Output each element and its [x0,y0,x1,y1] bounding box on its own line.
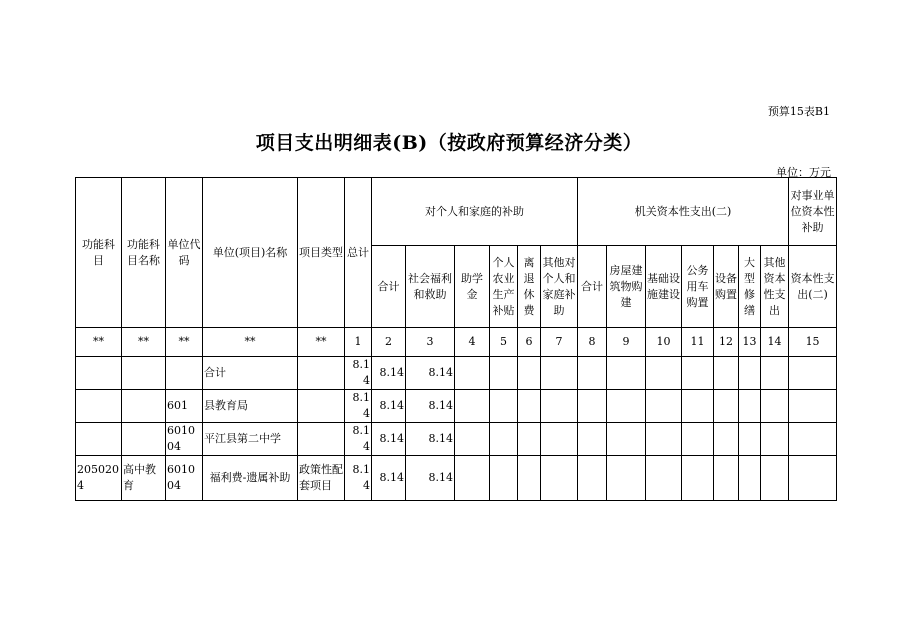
header-func-name: 功能科目名称 [122,178,166,328]
personal-total-cell: 8.14 [372,357,406,390]
number-cell: 11 [682,328,714,357]
number-cell: 1 [345,328,372,357]
page-title: 项目支出明细表(B)（按政府预算经济分类） [255,132,643,154]
number-cell: 12 [714,328,739,357]
total-cell: 8.14 [345,357,372,390]
number-cell: 13 [739,328,761,357]
header-unit-code: 单位代码 [166,178,203,328]
header-project-type: 项目类型 [298,178,345,328]
table-row [76,390,837,423]
number-cell: ** [166,328,203,357]
header-sub: 社会福利和救助 [406,246,455,328]
total-cell: 8.14 [345,423,372,456]
table-row [76,357,837,390]
personal-total-cell: 8.14 [372,390,406,423]
header-unit-name: 单位(项目)名称 [203,178,298,328]
unit-name-cell: 合计 [203,357,298,390]
total-cell: 8.14 [345,390,372,423]
number-cell: 3 [406,328,455,357]
unit-name-cell: 平江县第二中学 [203,423,298,456]
table-code: 预算15表B1 [767,105,830,118]
number-cell: 8 [578,328,607,357]
func-name-cell [122,423,166,456]
unit-code-cell: 601004 [166,423,203,456]
total-cell: 8.14 [345,456,372,501]
func-code-cell [76,357,122,390]
number-cell: 15 [789,328,837,357]
number-cell: 5 [490,328,518,357]
project-type-cell: 政策性配套项目 [298,456,345,501]
unit-code-cell: 601004 [166,456,203,501]
number-cell: 14 [761,328,789,357]
header-sub: 合计 [578,246,607,328]
table-row [76,456,837,501]
number-cell: 2 [372,328,406,357]
number-cell: ** [76,328,122,357]
number-cell: ** [122,328,166,357]
table-row [76,423,837,456]
project-type-cell [298,357,345,390]
welfare-cell: 8.14 [406,390,455,423]
header-group-capital: 机关资本性支出(二) [578,178,789,246]
header-sub: 大型修缮 [739,246,761,328]
personal-total-cell: 8.14 [372,456,406,501]
welfare-cell: 8.14 [406,423,455,456]
number-cell: 10 [646,328,682,357]
number-cell: 9 [607,328,646,357]
number-cell: 4 [455,328,490,357]
unit-name-cell: 福利费-遗属补助 [203,456,298,501]
func-name-cell: 高中教育 [122,456,166,501]
unit-code-cell: 601 [166,390,203,423]
header-sub: 其他对个人和家庭补助 [541,246,578,328]
func-name-cell [122,390,166,423]
header-group-personal: 对个人和家庭的补助 [372,178,578,246]
number-cell: 7 [541,328,578,357]
project-type-cell [298,390,345,423]
number-cell: ** [298,328,345,357]
header-total: 总计 [345,178,372,328]
header-sub: 离退休费 [518,246,541,328]
header-sub: 个人农业生产补贴 [490,246,518,328]
header-sub: 合计 [372,246,406,328]
header-sub: 其他资本性支出 [761,246,789,328]
func-code-cell [76,390,122,423]
unit-name-cell: 县教育局 [203,390,298,423]
number-cell: 6 [518,328,541,357]
unit-label: 单位：万元 [776,166,831,179]
header-sub: 资本性支出(二) [789,246,837,328]
header-sub: 助学金 [455,246,490,328]
header-sub: 基础设施建设 [646,246,682,328]
header-func-code: 功能科目 [76,178,122,328]
func-code-cell [76,423,122,456]
header-sub: 公务用车购置 [682,246,714,328]
unit-code-cell [166,357,203,390]
welfare-cell: 8.14 [406,456,455,501]
header-sub: 房屋建筑物购建 [607,246,646,328]
personal-total-cell: 8.14 [372,423,406,456]
header-group-enterprise: 对事业单位资本性补助 [789,178,837,246]
budget-table [75,177,837,501]
number-cell: ** [203,328,298,357]
func-code-cell: 2050204 [76,456,122,501]
header-sub: 设备购置 [714,246,739,328]
func-name-cell [122,357,166,390]
project-type-cell [298,423,345,456]
welfare-cell: 8.14 [406,357,455,390]
